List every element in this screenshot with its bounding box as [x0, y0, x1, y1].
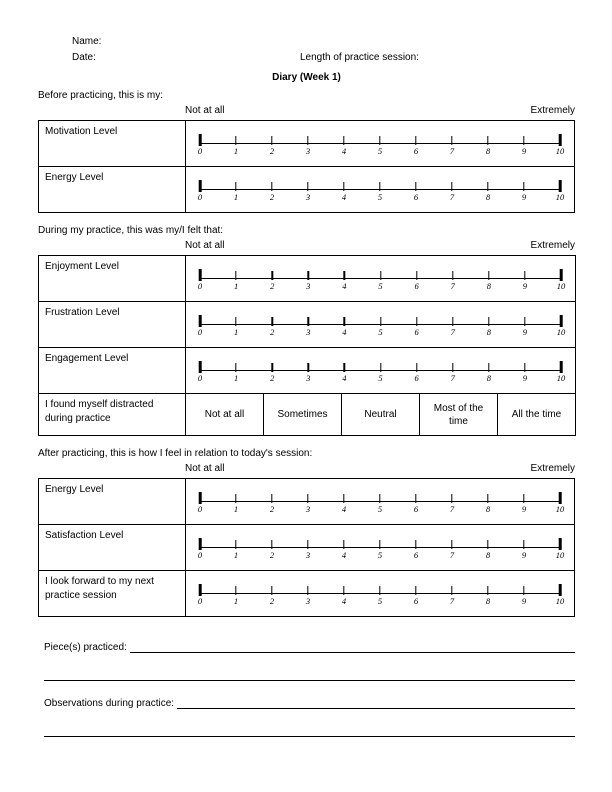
scale-tick-5[interactable]: [379, 540, 380, 549]
table-row: [39, 571, 575, 617]
scale-tick-5[interactable]: [379, 136, 380, 145]
scale-tick-0[interactable]: [199, 315, 202, 327]
scale-tick-6[interactable]: [416, 363, 417, 372]
before-table: [38, 120, 575, 213]
scale-tick-0[interactable]: [199, 269, 202, 281]
scale-number-5: 5: [377, 503, 383, 514]
scale-number-1: 1: [233, 549, 239, 560]
during-table: [38, 255, 576, 436]
scale-number-4: 4: [342, 326, 347, 337]
scale-number-3: 3: [305, 503, 311, 514]
form-header: [72, 36, 575, 68]
scale-tick-1[interactable]: [235, 182, 236, 191]
scale-number-10: 10: [555, 191, 565, 202]
form-footer: [44, 639, 575, 737]
date-label: Date:: [72, 52, 96, 63]
scale-number-2: 2: [269, 191, 275, 202]
scale-tick-7[interactable]: [451, 540, 452, 549]
page-title: Diary (Week 1): [272, 72, 341, 83]
scale-number-9: 9: [521, 595, 527, 606]
scale-tick-3[interactable]: [307, 540, 308, 549]
table-row: [39, 121, 575, 167]
table-row: [39, 348, 576, 394]
scale-number-10: 10: [556, 372, 566, 383]
table-row: [39, 256, 576, 302]
scale-number-1: 1: [233, 595, 239, 606]
scale-tick-2[interactable]: [271, 136, 272, 145]
scale-number-2: 2: [269, 145, 275, 156]
scale-tick-4[interactable]: [343, 540, 344, 549]
after-heading: After practicing, this is how I feel in relation to today's session:: [38, 448, 313, 459]
energy-rating-scale[interactable]: [186, 167, 575, 213]
scale-number-6: 6: [414, 326, 419, 337]
scale-tick-0[interactable]: [199, 492, 202, 504]
scale-number-4: 4: [341, 549, 347, 560]
scale-tick-8[interactable]: [487, 182, 488, 191]
scale-tick-7[interactable]: [451, 136, 452, 145]
scale-number-9: 9: [522, 372, 528, 383]
observations-input-line[interactable]: [177, 697, 575, 709]
scale-number-8: 8: [485, 191, 491, 202]
scale-number-7: 7: [449, 549, 455, 560]
scale-number-10: 10: [555, 595, 565, 606]
scale-tick-6[interactable]: [415, 182, 416, 191]
scale-tick-0[interactable]: [199, 361, 202, 373]
scale-number-8: 8: [485, 595, 491, 606]
scale-number-9: 9: [521, 503, 527, 514]
scale-tick-4[interactable]: [344, 317, 345, 326]
scale-number-7: 7: [450, 280, 455, 291]
scale-tick-4[interactable]: [343, 494, 344, 503]
scale-number-7: 7: [449, 191, 455, 202]
scale-number-5: 5: [377, 145, 383, 156]
distracted-option-neutral[interactable]: Neutral: [342, 394, 420, 436]
scale-tick-0[interactable]: [199, 584, 202, 596]
pieces-practiced-row: [44, 639, 575, 653]
scale-number-7: 7: [450, 326, 455, 337]
scale-number-10: 10: [555, 503, 565, 514]
scale-number-2: 2: [269, 595, 275, 606]
scale-tick-2[interactable]: [271, 540, 272, 549]
scale-tick-10[interactable]: [560, 361, 563, 373]
scale-number-7: 7: [449, 145, 455, 156]
scale-tick-6[interactable]: [415, 540, 416, 549]
scale-number-7: 7: [449, 595, 455, 606]
scale-number-1: 1: [233, 326, 239, 337]
scale-tick-2[interactable]: [271, 494, 272, 503]
scale-tick-4[interactable]: [343, 182, 344, 191]
scale-number-8: 8: [486, 372, 491, 383]
observations-input-line-2[interactable]: [44, 725, 575, 737]
scale-tick-3[interactable]: [307, 494, 308, 503]
scale-tick-7[interactable]: [452, 317, 453, 326]
scale-min-label: Not at all: [185, 105, 225, 116]
scale-number-9: 9: [521, 145, 527, 156]
enjoyment-row-label: Enjoyment Level: [39, 256, 186, 302]
scale-tick-8[interactable]: [488, 363, 489, 372]
scale-tick-8[interactable]: [487, 586, 488, 595]
scale-tick-1[interactable]: [235, 586, 236, 595]
name-label: Name:: [72, 36, 102, 47]
scale-number-8: 8: [486, 326, 491, 337]
frustration-row-label: Frustration Level: [39, 302, 186, 348]
scale-number-6: 6: [413, 549, 419, 560]
scale-tick-2[interactable]: [272, 271, 273, 280]
scale-tick-6[interactable]: [416, 317, 417, 326]
scale-tick-10[interactable]: [560, 269, 563, 281]
scale-number-8: 8: [486, 280, 491, 291]
enjoyment-rating-scale[interactable]: [186, 256, 576, 302]
scale-tick-6[interactable]: [416, 271, 417, 280]
scale-number-3: 3: [306, 280, 311, 291]
pieces-practiced-row-2: [44, 667, 575, 681]
scale-number-5: 5: [377, 191, 383, 202]
scale-tick-10[interactable]: [559, 134, 562, 146]
scale-number-3: 3: [305, 549, 311, 560]
engagement-row-label: Engagement Level: [39, 348, 186, 394]
scale-number-8: 8: [485, 145, 491, 156]
scale-tick-3[interactable]: [308, 317, 309, 326]
scale-number-10: 10: [555, 549, 565, 560]
motivation-rating-scale[interactable]: [186, 121, 575, 167]
scale-tick-1[interactable]: [235, 317, 236, 326]
scale-number-1: 1: [233, 191, 239, 202]
scale-tick-9[interactable]: [524, 363, 525, 372]
scale-number-4: 4: [342, 280, 347, 291]
frustration-rating-scale[interactable]: [186, 302, 576, 348]
scale-number-2: 2: [269, 503, 275, 514]
scale-number-4: 4: [341, 145, 347, 156]
scale-number-2: 2: [270, 372, 275, 383]
scale-number-0: 0: [197, 326, 203, 337]
before-heading: Before practicing, this is my:: [38, 90, 164, 101]
scale-tick-4[interactable]: [344, 271, 345, 280]
scale-tick-5[interactable]: [380, 271, 381, 280]
observations-row-2: [44, 723, 575, 737]
scale-number-6: 6: [413, 503, 419, 514]
scale-tick-9[interactable]: [523, 494, 524, 503]
scale-number-8: 8: [485, 503, 491, 514]
look-forward-row-label: I look forward to my next practice session: [39, 571, 186, 617]
scale-tick-5[interactable]: [380, 363, 381, 372]
motivation-row-label: Motivation Level: [39, 121, 186, 167]
date-row: [72, 52, 575, 68]
section-after: [38, 448, 575, 617]
distracted-option-most-of-the-time[interactable]: Most of the time: [420, 394, 498, 436]
table-row: [39, 525, 575, 571]
scale-tick-5[interactable]: [380, 317, 381, 326]
scale-number-4: 4: [341, 191, 347, 202]
scale-tick-1[interactable]: [235, 271, 236, 280]
table-row: [39, 167, 575, 213]
scale-tick-9[interactable]: [524, 317, 525, 326]
scale-number-9: 9: [522, 280, 528, 291]
scale-number-5: 5: [378, 372, 383, 383]
before-scale-header: [185, 105, 575, 119]
scale-tick-1[interactable]: [235, 494, 236, 503]
scale-tick-6[interactable]: [415, 494, 416, 503]
after-scale-header: [185, 463, 575, 477]
scale-min-label: Not at all: [185, 463, 225, 474]
scale-tick-8[interactable]: [487, 136, 488, 145]
scale-number-5: 5: [377, 549, 383, 560]
scale-tick-9[interactable]: [524, 271, 525, 280]
scale-tick-5[interactable]: [379, 494, 380, 503]
scale-number-0: 0: [197, 280, 203, 291]
scale-number-6: 6: [413, 595, 419, 606]
scale-number-1: 1: [233, 372, 239, 383]
scale-tick-3[interactable]: [308, 271, 309, 280]
distracted-row: [39, 394, 576, 436]
distracted-option-sometimes[interactable]: Sometimes: [264, 394, 342, 436]
scale-number-0: 0: [197, 191, 203, 202]
during-heading: During my practice, this was my/I felt that:: [38, 225, 224, 236]
scale-tick-5[interactable]: [379, 586, 380, 595]
scale-max-label: Extremely: [530, 105, 575, 116]
scale-tick-10[interactable]: [559, 538, 562, 550]
scale-tick-6[interactable]: [415, 586, 416, 595]
scale-tick-0[interactable]: [199, 134, 202, 146]
scale-number-1: 1: [233, 145, 239, 156]
distracted-option-not-at-all[interactable]: Not at all: [186, 394, 264, 436]
scale-number-4: 4: [341, 503, 347, 514]
scale-tick-8[interactable]: [488, 317, 489, 326]
scale-tick-0[interactable]: [199, 180, 202, 192]
pieces-practiced-input-line[interactable]: [130, 641, 575, 653]
scale-number-1: 1: [233, 280, 239, 291]
scale-number-4: 4: [342, 372, 347, 383]
scale-number-2: 2: [270, 326, 275, 337]
scale-tick-8[interactable]: [487, 494, 488, 503]
engagement-rating-scale[interactable]: [186, 348, 576, 394]
after-energy-rating-scale[interactable]: [186, 479, 575, 525]
scale-tick-8[interactable]: [488, 271, 489, 280]
scale-number-9: 9: [522, 326, 528, 337]
scale-tick-9[interactable]: [523, 586, 524, 595]
table-row: [39, 302, 576, 348]
observations-row: [44, 695, 575, 709]
scale-tick-10[interactable]: [559, 584, 562, 596]
scale-number-5: 5: [377, 595, 383, 606]
scale-number-3: 3: [306, 326, 311, 337]
scale-number-5: 5: [378, 326, 383, 337]
scale-tick-3[interactable]: [307, 586, 308, 595]
satisfaction-row-label: Satisfaction Level: [39, 525, 186, 571]
scale-tick-3[interactable]: [308, 363, 309, 372]
scale-tick-7[interactable]: [451, 494, 452, 503]
scale-tick-1[interactable]: [235, 540, 236, 549]
scale-number-6: 6: [413, 145, 419, 156]
scale-number-6: 6: [414, 372, 419, 383]
pieces-practiced-input-line-2[interactable]: [44, 669, 575, 681]
scale-number-9: 9: [521, 191, 527, 202]
scale-tick-2[interactable]: [271, 586, 272, 595]
scale-number-0: 0: [197, 503, 203, 514]
scale-tick-7[interactable]: [451, 586, 452, 595]
scale-min-label: Not at all: [185, 240, 225, 251]
scale-number-3: 3: [305, 191, 311, 202]
look-forward-rating-scale[interactable]: [186, 571, 575, 617]
scale-tick-2[interactable]: [272, 317, 273, 326]
scale-tick-10[interactable]: [559, 492, 562, 504]
scale-number-0: 0: [197, 145, 203, 156]
scale-tick-1[interactable]: [235, 136, 236, 145]
scale-number-7: 7: [450, 372, 455, 383]
scale-max-label: Extremely: [530, 240, 575, 251]
after-energy-row-label: Energy Level: [39, 479, 186, 525]
scale-number-0: 0: [197, 372, 203, 383]
scale-tick-4[interactable]: [343, 136, 344, 145]
scale-tick-0[interactable]: [199, 538, 202, 550]
scale-number-7: 7: [449, 503, 455, 514]
scale-tick-7[interactable]: [452, 363, 453, 372]
scale-number-3: 3: [305, 595, 311, 606]
after-table: [38, 478, 575, 617]
energy-row-label: Energy Level: [39, 167, 186, 213]
scale-number-9: 9: [521, 549, 527, 560]
satisfaction-rating-scale[interactable]: [186, 525, 575, 571]
scale-tick-4[interactable]: [344, 363, 345, 372]
scale-tick-3[interactable]: [307, 182, 308, 191]
scale-number-10: 10: [555, 145, 565, 156]
scale-number-8: 8: [485, 549, 491, 560]
scale-tick-5[interactable]: [379, 182, 380, 191]
scale-tick-4[interactable]: [343, 586, 344, 595]
scale-number-0: 0: [197, 595, 203, 606]
scale-number-4: 4: [341, 595, 347, 606]
pieces-practiced-label: Piece(s) practiced:: [44, 642, 127, 653]
session-length-label: Length of practice session:: [300, 52, 419, 63]
scale-tick-2[interactable]: [272, 363, 273, 372]
section-during: [38, 225, 575, 436]
section-before: [38, 90, 575, 213]
scale-tick-7[interactable]: [452, 271, 453, 280]
during-scale-header: [185, 240, 575, 254]
observations-label: Observations during practice:: [44, 698, 175, 709]
scale-number-3: 3: [306, 372, 311, 383]
distracted-row-label: I found myself distracted during practice: [39, 394, 186, 436]
scale-number-6: 6: [413, 191, 419, 202]
scale-number-1: 1: [233, 503, 239, 514]
scale-number-3: 3: [305, 145, 311, 156]
scale-tick-3[interactable]: [307, 136, 308, 145]
scale-number-6: 6: [414, 280, 419, 291]
scale-max-label: Extremely: [530, 463, 575, 474]
scale-number-2: 2: [269, 549, 275, 560]
scale-tick-10[interactable]: [559, 180, 562, 192]
distracted-option-all-the-time[interactable]: All the time: [498, 394, 576, 436]
name-row: [72, 36, 575, 52]
scale-tick-9[interactable]: [523, 136, 524, 145]
table-row: [39, 479, 575, 525]
scale-number-5: 5: [378, 280, 383, 291]
scale-tick-7[interactable]: [451, 182, 452, 191]
scale-tick-6[interactable]: [415, 136, 416, 145]
scale-tick-1[interactable]: [235, 363, 236, 372]
scale-number-10: 10: [556, 326, 566, 337]
scale-number-2: 2: [270, 280, 275, 291]
scale-tick-2[interactable]: [271, 182, 272, 191]
scale-tick-8[interactable]: [487, 540, 488, 549]
scale-tick-10[interactable]: [560, 315, 563, 327]
scale-tick-9[interactable]: [523, 540, 524, 549]
scale-tick-9[interactable]: [523, 182, 524, 191]
scale-number-10: 10: [556, 280, 566, 291]
scale-number-0: 0: [197, 549, 203, 560]
